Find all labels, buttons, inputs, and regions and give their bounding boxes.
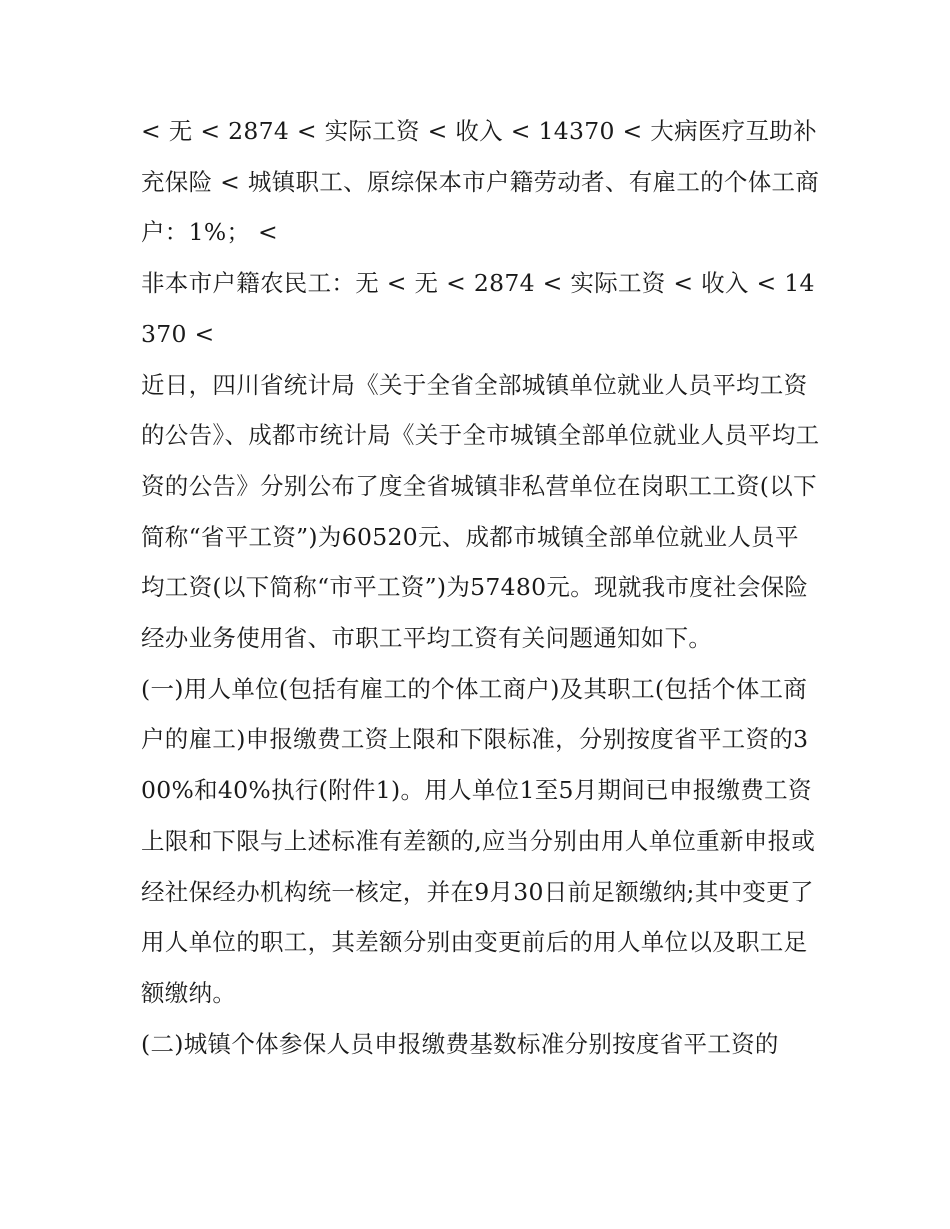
paragraph-contribution-rates: < 无 < 2874 < 实际工资 < 收入 < 14370 < 大病医疗互助补充保险 < 城镇职工、原综保本市户籍劳动者、有雇工的个体工商户：1%； < bbox=[141, 117, 820, 247]
paragraph-item-two: (二)城镇个体参保人员申报缴费基数标准分别按度省平工资的 bbox=[141, 1029, 779, 1058]
document-body bbox=[141, 106, 821, 1069]
paragraph-migrant-workers: 非本市户籍农民工：无 < 无 < 2874 < 实际工资 < 收入 < 14370 < bbox=[141, 269, 815, 348]
paragraph-item-one: (一)用人单位(包括有雇工的个体工商户)及其职工(包括个体工商户的雇工)申报缴费工资上限和下限标准，分别按度省平工资的300%和40%执行(附件1)。用人单位1至5月期间已申报缴费工资上限和下限与上述标准有差额的,应当分别由用人单位重新申报或经社保经办机构统一核定，并在9月30日前足额缴纳;其中变更了用人单位的职工，其差额分别由变更前后的用人单位以及职工足额缴纳。 bbox=[141, 674, 816, 1007]
paragraph-average-wage-announcement: 近日，四川省统计局《关于全省全部城镇单位就业人员平均工资的公告》、成都市统计局《关于全市城镇全部单位就业人员平均工资的公告》分别公布了度全省城镇非私营单位在岗职工工资(以下简称“省平工资”)为60520元、成都市城镇全部单位就业人员平均工资(以下简称“市平工资”)为57480元。现就我市度社会保险经办业务使用省、市职工平均工资有关问题通知如下。 bbox=[141, 370, 820, 653]
